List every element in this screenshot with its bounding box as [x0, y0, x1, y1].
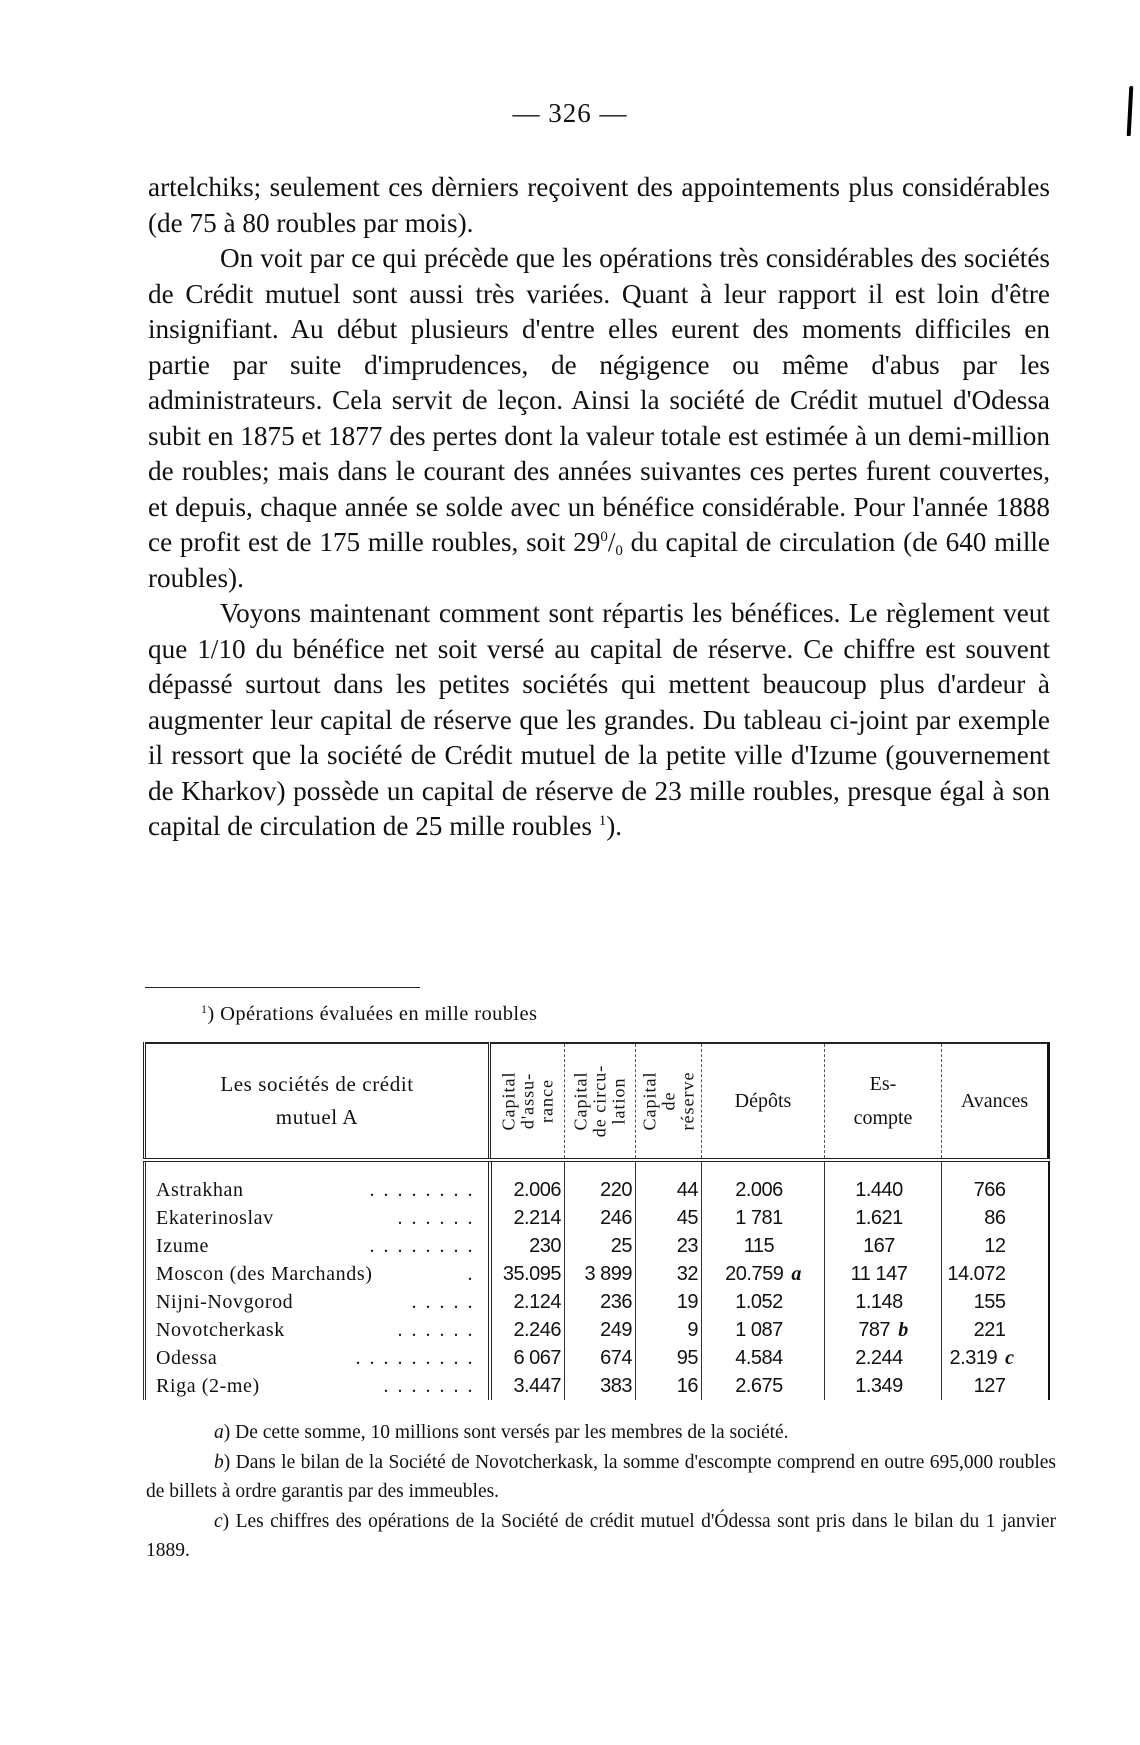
escompte-cell: 11 147: [825, 1260, 942, 1288]
table-row: [145, 1372, 1049, 1400]
avances-cell: 127: [942, 1372, 1049, 1400]
society-name-cell: Riga (2-me) .......: [145, 1372, 490, 1400]
header-capital-circulation: Capital de circu- lation: [565, 1043, 636, 1160]
capital-reserve-cell: 95: [636, 1344, 702, 1372]
capital-assurance-cell: 2.124: [490, 1288, 565, 1316]
capital-circulation-cell: 220: [565, 1160, 636, 1204]
avances-cell: 14.072: [942, 1260, 1049, 1288]
footnote-a: a) De cette somme, 10 millions sont versés par les membres de la société.: [214, 1422, 789, 1443]
capital-assurance-cell: 2.246: [490, 1316, 565, 1344]
header-societies: Les sociétés de crédit mutuel A: [145, 1043, 490, 1160]
depots-cell: 2.675: [702, 1372, 825, 1400]
table-body: [145, 1160, 1049, 1400]
depots-cell: 20.759 a: [702, 1260, 825, 1288]
table-row: [145, 1288, 1049, 1316]
depots-cell: 2.006: [702, 1160, 825, 1204]
capital-reserve-cell: 32: [636, 1260, 702, 1288]
paragraph-2: On voit par ce qui précède que les opérations très considérables des sociétés de Crédit mutuel sont aussi très variées. Quant à leur rapport il est loin d'être insignifiant. Au début plusieurs d'entre elles eurent des moments difficiles en partie par suite d'imprudences, de négigence ou même d'abus par les administrateurs. Cela servit de leçon. Ainsi la société de Crédit mutuel d'Odessa subit en 1875 et 1877 des pertes dont la valeur totale est estimée à un demi-million de roubles; mais dans le courant des années suivantes ces pertes furent couvertes, et depuis, chaque année se solde avec un bénéfice considérable. Pour l'année 1888 ce profit est de 175 mille roubles, soit $29^0/_0$ du capital de circulation (de 640 mille roubles).: [148, 243, 1050, 593]
note-ref: a: [791, 1263, 801, 1285]
capital-assurance-cell: 2.214: [490, 1204, 565, 1232]
escompte-cell: 2.244: [825, 1344, 942, 1372]
escompte-cell: 1.440: [825, 1160, 942, 1204]
society-name-cell: Izume ........: [145, 1232, 490, 1260]
note-ref: c: [1005, 1347, 1014, 1369]
header-depots: Dépôts: [702, 1043, 825, 1160]
paragraph-3: Voyons maintenant comment sont répartis les bénéfices. Le règlement veut que 1/10 du bénéfice net soit versé au capital de réserve. Ce chiffre est souvent dépassé surtout dans les petites sociétés qui mettent beaucoup plus d'ardeur à augmenter leur capital de réserve que les grandes. Du tableau ci-joint par exemple il ressort que la société de Crédit mutuel de la petite ville d'Izume (gouvernement de Kharkov) possède un capital de réserve de 23 mille roubles, presque égal à son capital de circulation de 25 mille roubles $^1$).: [148, 598, 1050, 841]
avances-cell: 86: [942, 1204, 1049, 1232]
footnote-b: b) Dans le bilan de la Société de Novotcherkask, la somme d'escompte comprend en outre 695,000 roubles de billets à ordre garantis par des immeubles.: [146, 1451, 1056, 1502]
table-footnotes: [146, 1418, 1056, 1566]
society-name-cell: Novotcherkask ......: [145, 1316, 490, 1344]
paragraph-1: artelchiks; seulement ces dèrniers reçoivent des appointements plus considérables (de 75 à 80 roubles par mois).: [148, 172, 1050, 238]
capital-reserve-cell: 44: [636, 1160, 702, 1204]
depots-cell: 1 781: [702, 1204, 825, 1232]
capital-circulation-cell: 674: [565, 1344, 636, 1372]
avances-cell: 221: [942, 1316, 1049, 1344]
avances-cell: 2.319 c: [942, 1344, 1049, 1372]
capital-reserve-cell: 23: [636, 1232, 702, 1260]
footnote-ref[interactable]: 1: [598, 813, 607, 829]
capital-circulation-cell: 3 899: [565, 1260, 636, 1288]
page-number: — 326 —: [512, 98, 628, 128]
avances-cell: 12: [942, 1232, 1049, 1260]
table-row: [145, 1316, 1049, 1344]
society-name-cell: Moscon (des Marchands) .: [145, 1260, 490, 1288]
table-row: [145, 1204, 1049, 1232]
capital-circulation-cell: 246: [565, 1204, 636, 1232]
depots-cell: 4.584: [702, 1344, 825, 1372]
note-ref: b: [898, 1319, 908, 1341]
escompte-cell: 1.349: [825, 1372, 942, 1400]
escompte-cell: 1.148: [825, 1288, 942, 1316]
avances-cell: 766: [942, 1160, 1049, 1204]
capital-reserve-cell: 45: [636, 1204, 702, 1232]
capital-circulation-cell: 383: [565, 1372, 636, 1400]
header-escompte: Es- compte: [825, 1043, 942, 1160]
table-row: [145, 1260, 1049, 1288]
escompte-cell: 787 b: [825, 1316, 942, 1344]
society-name-cell: Astrakhan ........: [145, 1160, 490, 1204]
society-name-cell: Ekaterinoslav ......: [145, 1204, 490, 1232]
escompte-cell: 1.621: [825, 1204, 942, 1232]
depots-cell: 1.052: [702, 1288, 825, 1316]
capital-assurance-cell: 3.447: [490, 1372, 565, 1400]
header-capital-reserve: Capital de réserve: [636, 1043, 702, 1160]
capital-reserve-cell: 19: [636, 1288, 702, 1316]
society-name-cell: Odessa .........: [145, 1344, 490, 1372]
header-avances: Avances: [942, 1043, 1049, 1160]
footnote-title: $^1$) Opérations évaluées en mille roubles: [201, 1002, 538, 1025]
body-text: [148, 170, 1050, 845]
capital-circulation-cell: 249: [565, 1316, 636, 1344]
table-row: [145, 1232, 1049, 1260]
table-row: [145, 1344, 1049, 1372]
capital-circulation-cell: 236: [565, 1288, 636, 1316]
society-name-cell: Nijni-Novgorod .....: [145, 1288, 490, 1316]
credit-societies-table: [143, 1042, 1050, 1400]
footnote-separator: [145, 987, 420, 988]
table-row: [145, 1160, 1049, 1204]
capital-assurance-cell: 35.095: [490, 1260, 565, 1288]
capital-assurance-cell: 6 067: [490, 1344, 565, 1372]
header-capital-assurance: Capital d'assu- rance: [490, 1043, 565, 1160]
capital-assurance-cell: 230: [490, 1232, 565, 1260]
capital-reserve-cell: 16: [636, 1372, 702, 1400]
depots-cell: 115: [702, 1232, 825, 1260]
escompte-cell: 167: [825, 1232, 942, 1260]
depots-cell: 1 087: [702, 1316, 825, 1344]
capital-circulation-cell: 25: [565, 1232, 636, 1260]
avances-cell: 155: [942, 1288, 1049, 1316]
table-header-row: [145, 1043, 1049, 1160]
capital-assurance-cell: 2.006: [490, 1160, 565, 1204]
capital-reserve-cell: 9: [636, 1316, 702, 1344]
footnote-c: c) Les chiffres des opérations de la Société de crédit mutuel d'Ódessa sont pris dans le bilan du 1 janvier 1889.: [146, 1510, 1056, 1561]
